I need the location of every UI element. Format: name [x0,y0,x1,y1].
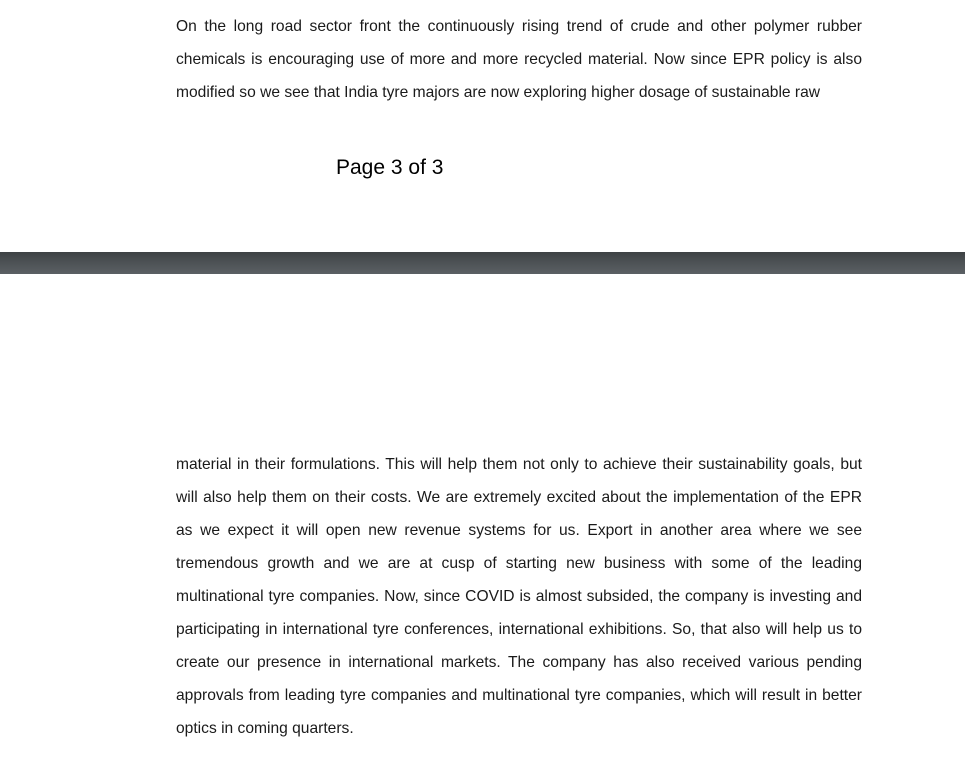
body-paragraph: On the long road sector front the continuously rising trend of crude and other polymer rubber chemicals is encouraging use of more and more recycled material. Now since EPR policy is also modified so we see that India tyre majors are now exploring higher dosage of sustainable raw [176,18,862,101]
document-page [0,0,965,252]
document-page [0,274,965,764]
page-separator [0,252,965,274]
page-number-footer: Page 3 of 3 [336,156,444,179]
body-paragraph: material in their formulations. This will help them not only to achieve their sustainability goals, but will also help them on their costs. We are extremely excited about the implementation of the EPR as we expect it will open new revenue systems for us. Export in another area where we see tremendous growth and we are at cusp of starting new business with some of the leading multinational tyre companies. Now, since COVID is almost subsided, the company is investing and participating in international tyre conferences, international exhibitions. So, that also will help us to create our presence in international markets. The company has also received various pending approvals from leading tyre companies and multinational tyre companies, which will result in better optics in coming quarters. [176,456,862,737]
